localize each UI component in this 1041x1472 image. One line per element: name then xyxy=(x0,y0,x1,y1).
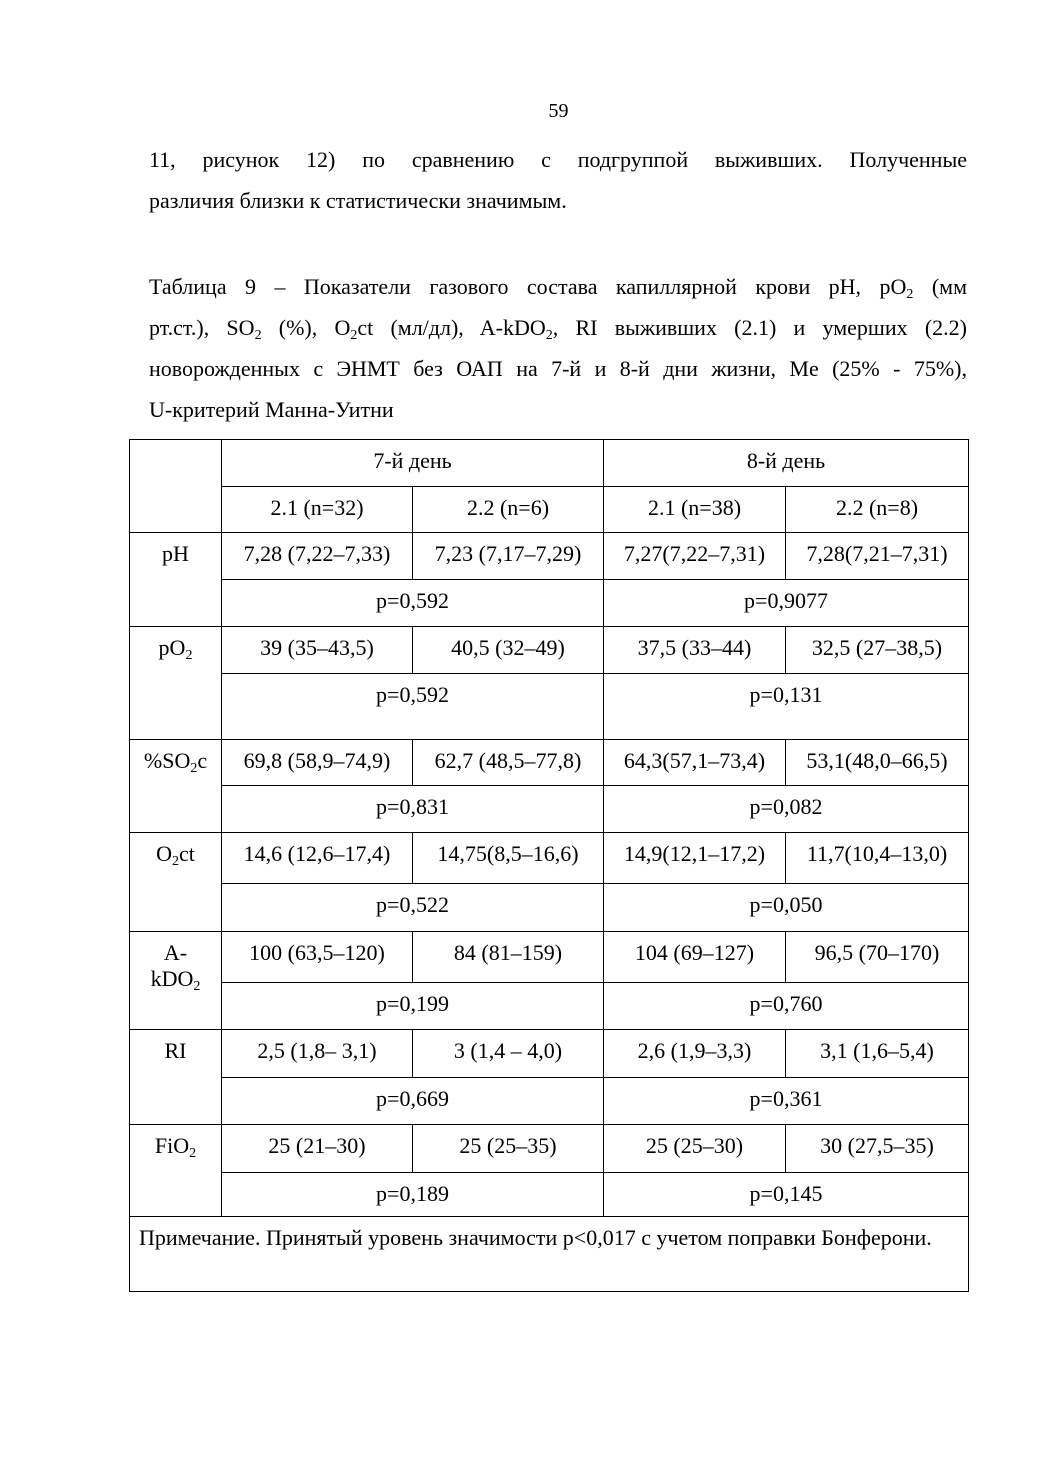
value-cell: 69,8 (58,9–74,9) xyxy=(222,740,413,786)
table-row xyxy=(130,1125,969,1173)
p-value-cell: p=0,082 xyxy=(604,786,969,833)
p-value-cell: p=0,145 xyxy=(604,1173,969,1217)
table-row xyxy=(130,1030,969,1078)
value-cell: 14,75(8,5–16,6) xyxy=(413,833,604,884)
table-body xyxy=(130,533,969,1217)
value-cell: 64,3(57,1–73,4) xyxy=(604,740,786,786)
caption-line xyxy=(149,266,967,307)
row-label xyxy=(130,1125,222,1217)
value-cell: 25 (25–30) xyxy=(604,1125,786,1173)
subscript: 2 xyxy=(189,1146,197,1161)
value-cell: 14,9(12,1–17,2) xyxy=(604,833,786,884)
row-label xyxy=(130,1030,222,1125)
table-row xyxy=(130,1173,969,1217)
caption-text: Таблица 9 – Показатели газового состава капиллярной крови pH, pO xyxy=(149,274,907,299)
data-table xyxy=(129,439,969,1292)
table-row xyxy=(130,740,969,786)
value-cell: 2,6 (1,9–3,3) xyxy=(604,1030,786,1078)
value-cell: 96,5 (70–170) xyxy=(786,932,969,983)
p-value-cell: p=0,131 xyxy=(604,674,969,740)
header-day8: 8-й день xyxy=(604,440,969,487)
value-cell: 7,28(7,21–7,31) xyxy=(786,533,969,580)
row-label-text: FiO xyxy=(154,1133,190,1158)
group-header: 2.2 (n=6) xyxy=(413,487,604,533)
row-label-text: pH xyxy=(162,541,189,566)
value-cell: 11,7(10,4–13,0) xyxy=(786,833,969,884)
row-label xyxy=(130,740,222,833)
subscript: 2 xyxy=(254,328,262,343)
subscript: 2 xyxy=(193,979,201,994)
row-label-text: O xyxy=(156,841,172,866)
caption-text: (%), O xyxy=(261,315,351,340)
intro-line: различия близки к статистически значимым. xyxy=(149,188,567,213)
row-label-text: %SO xyxy=(143,748,191,773)
value-cell: 39 (35–43,5) xyxy=(222,627,413,674)
table-row xyxy=(130,983,969,1030)
p-value-cell: p=0,669 xyxy=(222,1078,604,1125)
subscript: 2 xyxy=(172,854,179,869)
caption-text: рт.ст.), SO xyxy=(149,315,255,340)
row-label-text: ct xyxy=(179,841,195,866)
row-label-text: A-kDO xyxy=(150,940,194,991)
table-row xyxy=(130,833,969,884)
table-row xyxy=(130,674,969,740)
value-cell: 2,5 (1,8– 3,1) xyxy=(222,1030,413,1078)
subscript: 2 xyxy=(190,761,198,776)
header-day7: 7-й день xyxy=(222,440,604,487)
p-value-cell: p=0,050 xyxy=(604,884,969,932)
caption-text: , RI выживших (2.1) и умерших (2.2) xyxy=(552,315,967,340)
value-cell: 25 (21–30) xyxy=(222,1125,413,1173)
intro-line: 11, рисунок 12) по сравнению с подгруппой выживших. Полученные xyxy=(149,147,967,172)
table-note: Примечание. Принятый уровень значимости p<0,017 с учетом поправки Бонферони. xyxy=(130,1217,969,1292)
value-cell: 100 (63,5–120) xyxy=(222,932,413,983)
page-number: 59 xyxy=(548,100,569,122)
subscript: 2 xyxy=(185,648,193,663)
table-caption xyxy=(149,266,967,430)
value-cell: 40,5 (32–49) xyxy=(413,627,604,674)
p-value-cell: p=0,361 xyxy=(604,1078,969,1125)
p-value-cell: p=0,760 xyxy=(604,983,969,1030)
row-label xyxy=(130,833,222,932)
p-value-cell: p=0,592 xyxy=(222,580,604,627)
value-cell: 62,7 (48,5–77,8) xyxy=(413,740,604,786)
row-label-text: RI xyxy=(164,1038,187,1063)
caption-line xyxy=(149,307,967,348)
p-value-cell: p=0,592 xyxy=(222,674,604,740)
row-label-text: c xyxy=(197,748,208,773)
table-row xyxy=(130,932,969,983)
value-cell: 7,23 (7,17–7,29) xyxy=(413,533,604,580)
value-cell: 84 (81–159) xyxy=(413,932,604,983)
table-row xyxy=(130,1078,969,1125)
value-cell: 14,6 (12,6–17,4) xyxy=(222,833,413,884)
value-cell: 30 (27,5–35) xyxy=(786,1125,969,1173)
subscript: 2 xyxy=(545,328,553,343)
p-value-cell: p=0,522 xyxy=(222,884,604,932)
row-label xyxy=(130,627,222,740)
value-cell: 32,5 (27–38,5) xyxy=(786,627,969,674)
caption-text: ct (мл/дл), A-kDO xyxy=(357,315,546,340)
table-row xyxy=(130,533,969,580)
header-empty-cell xyxy=(130,440,222,533)
value-cell: 7,28 (7,22–7,33) xyxy=(222,533,413,580)
caption-line: U-критерий Манна-Уитни xyxy=(149,397,394,422)
subscript: 2 xyxy=(350,328,358,343)
row-label xyxy=(130,533,222,627)
group-header: 2.1 (n=38) xyxy=(604,487,786,533)
table-row xyxy=(130,580,969,627)
caption-line: новорожденных с ЭНМТ без ОАП на 7-й и 8-й дни жизни, Me (25% - 75%), xyxy=(149,356,967,381)
p-value-cell: p=0,831 xyxy=(222,786,604,833)
subscript: 2 xyxy=(906,287,914,302)
intro-paragraph xyxy=(149,139,967,221)
value-cell: 104 (69–127) xyxy=(604,932,786,983)
value-cell: 3,1 (1,6–5,4) xyxy=(786,1030,969,1078)
p-value-cell: p=0,199 xyxy=(222,983,604,1030)
table-row xyxy=(130,884,969,932)
p-value-cell: p=0,189 xyxy=(222,1173,604,1217)
value-cell: 53,1(48,0–66,5) xyxy=(786,740,969,786)
value-cell: 37,5 (33–44) xyxy=(604,627,786,674)
value-cell: 7,27(7,22–7,31) xyxy=(604,533,786,580)
row-label xyxy=(130,932,222,1030)
caption-text: (мм xyxy=(913,274,968,299)
p-value-cell: p=0,9077 xyxy=(604,580,969,627)
group-header: 2.2 (n=8) xyxy=(786,487,969,533)
value-cell: 3 (1,4 – 4,0) xyxy=(413,1030,604,1078)
table-row xyxy=(130,786,969,833)
group-header: 2.1 (n=32) xyxy=(222,487,413,533)
row-label-text: pO xyxy=(158,635,186,660)
value-cell: 25 (25–35) xyxy=(413,1125,604,1173)
table-row xyxy=(130,627,969,674)
